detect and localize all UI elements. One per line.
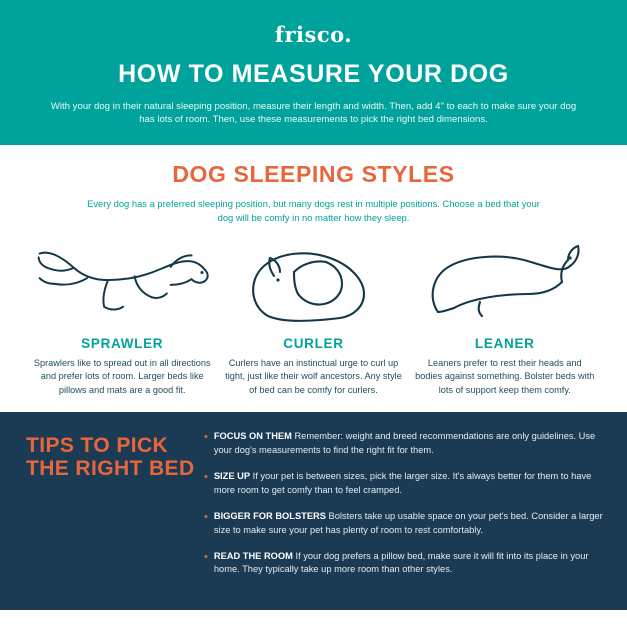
bullet-icon: • <box>204 510 208 523</box>
brand-logo: frisco. <box>274 22 353 47</box>
style-card-body: Leaners prefer to rest their heads and bodies against something. Bolster beds with lots of support keep them comfy. <box>415 357 595 396</box>
tip-item <box>204 510 605 538</box>
tip-item <box>204 430 605 458</box>
tip-label: FOCUS ON THEM <box>213 430 292 441</box>
style-card-body: Sprawlers like to spread out in all directions and prefer lots of room. Larger beds like pillows and mats are a good fit. <box>33 357 211 396</box>
header-band <box>0 0 627 145</box>
tips-section <box>0 412 627 610</box>
page-title: HOW TO MEASURE YOUR DOG <box>118 60 509 88</box>
sprawling-dog-icon <box>32 236 212 328</box>
tip-label: BIGGER FOR BOLSTERS <box>213 510 326 521</box>
sleeping-styles-cards <box>20 232 607 398</box>
bullet-icon: • <box>204 470 208 483</box>
curled-dog-icon <box>223 236 403 328</box>
header-subtitle: With your dog in their natural sleeping position, measure their length and width. Then, add 4" to each to make sure your dog has lots of room. Then, use these measurements to pick the right bed dimensions. <box>50 100 577 126</box>
style-card-sprawler <box>28 236 216 398</box>
tip-text: Bolsters take up usable space on your pet's bed. Consider a larger size to make sure your pet has plenty of room to rest comfortably. <box>213 510 603 535</box>
leaning-dog-icon <box>415 236 595 328</box>
tip-text: If your dog prefers a pillow bed, make sure it will fit into its place in your home. They typically take up more room than other styles. <box>213 550 589 575</box>
style-card-title: CURLER <box>283 335 344 351</box>
style-card-leaner <box>411 236 599 398</box>
style-card-title: LEANER <box>474 335 535 351</box>
sleeping-styles-section <box>0 145 627 412</box>
tip-text: If your pet is between sizes, pick the larger size. It's always better for them to have more room to get comfy than to feel cramped. <box>213 470 592 495</box>
tip-item <box>204 550 605 578</box>
sleeping-styles-title: DOG SLEEPING STYLES <box>172 161 455 188</box>
bullet-icon: • <box>204 430 208 443</box>
bullet-icon: • <box>204 550 208 563</box>
style-card-body: Curlers have an instinctual urge to curl up tight, just like their wolf ancestors. Any style of bed can be comfy for curlers. <box>225 357 402 396</box>
tips-heading: TIPS TO PICK THE RIGHT BED <box>26 433 195 481</box>
style-card-curler <box>219 236 407 398</box>
tip-label: SIZE UP <box>213 470 251 481</box>
tip-text: Remember: weight and breed recommendations are only guidelines. Use your dog's measurements to find the right fit for them. <box>213 430 596 455</box>
tip-label: READ THE ROOM <box>213 550 293 561</box>
style-card-title: SPRAWLER <box>81 335 164 351</box>
sleeping-styles-subtitle: Every dog has a preferred sleeping position, but many dogs rest in multiple positions. Choose a bed that your dog will be comfy in no matter how they sleep. <box>87 198 540 224</box>
tip-item <box>204 470 605 498</box>
tips-list <box>198 430 605 594</box>
